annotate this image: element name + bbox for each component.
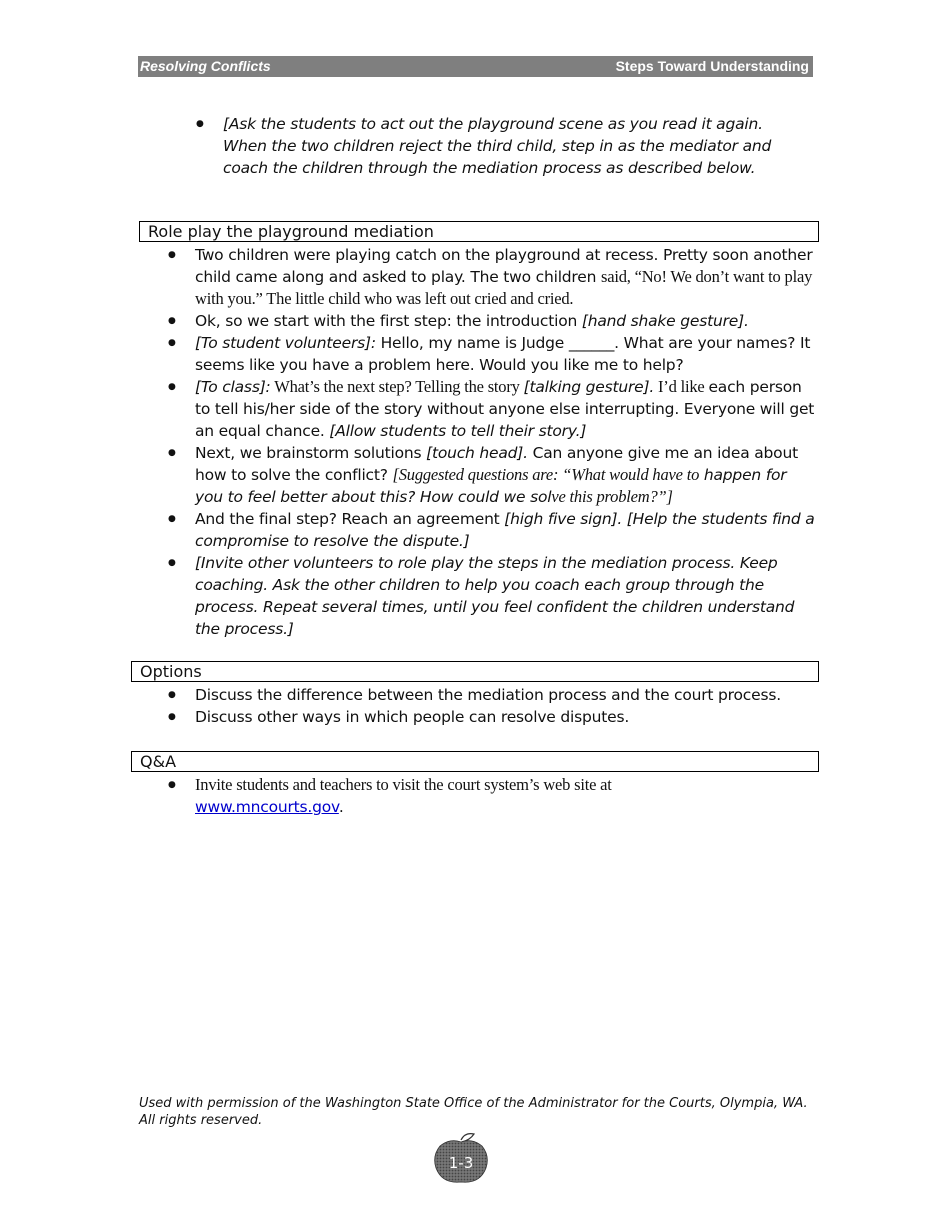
list-item: ● And the final step? Reach an agreement [high five sign]. [Help the students find a compromise to resolve the dispute.] [168, 508, 818, 552]
options-list [168, 684, 818, 728]
apple-icon [430, 1130, 492, 1186]
list-item: ● Discuss other ways in which people can resolve disputes. [168, 706, 818, 728]
roleplay-list [168, 244, 818, 640]
running-header [138, 56, 813, 77]
list-item: ● [To student volunteers]: Hello, my name is Judge ______. What are your names? It seems like you have a problem here. Would you like me to help? [168, 332, 818, 376]
list-item: ● Invite students and teachers to visit the court system’s web site at www.mncourts.gov. [168, 774, 818, 818]
intro-instruction: ● [Ask the students to act out the playground scene as you read it again. When the two children reject the third child, step in as the mediator and coach the children through the mediation process as described below. [196, 113, 776, 179]
list-item: ● Discuss the difference between the mediation process and the court process. [168, 684, 818, 706]
qa-list [168, 774, 818, 818]
footer-permission: Used with permission of the Washington State Office of the Administrator for the Courts, Olympia, WA. All rights reserved. [139, 1096, 808, 1128]
section-heading-roleplay: Role play the playground mediation [139, 221, 819, 242]
page-number-badge [430, 1130, 492, 1186]
intro-list [196, 113, 776, 179]
header-title-right: Steps Toward Understanding [615, 58, 809, 74]
list-item: ● Next, we brainstorm solutions [touch head]. Can anyone give me an idea about how to solve the conflict? [Suggested questions are: “What would have to happen for you to feel better about this? How could we solve this problem?”] [168, 442, 818, 508]
list-item: ● Two children were playing catch on the playground at recess. Pretty soon another child came along and asked to play. The two children said, “No! We don’t want to play with you.” The little child who was left out cried and cried. [168, 244, 818, 310]
header-title-left: Resolving Conflicts [140, 58, 271, 74]
list-item: ● [Invite other volunteers to role play the steps in the mediation process. Keep coaching. Ask the other children to help you coach each group through the process. Repeat several times, until you feel confident the children understand the process.] [168, 552, 818, 640]
list-item: ● [To class]: What’s the next step? Telling the story [talking gesture]. I’d like each person to tell his/her side of the story without anyone else interrupting. Everyone will get an equal chance. [Allow students to tell their story.] [168, 376, 818, 442]
mncourts-link[interactable]: www.mncourts.gov [195, 798, 339, 816]
section-heading-options: Options [131, 661, 819, 682]
list-item: ● Ok, so we start with the first step: the introduction [hand shake gesture]. [168, 310, 818, 332]
section-heading-qa: Q&A [131, 751, 819, 772]
page-number: 1-3 [448, 1154, 474, 1172]
